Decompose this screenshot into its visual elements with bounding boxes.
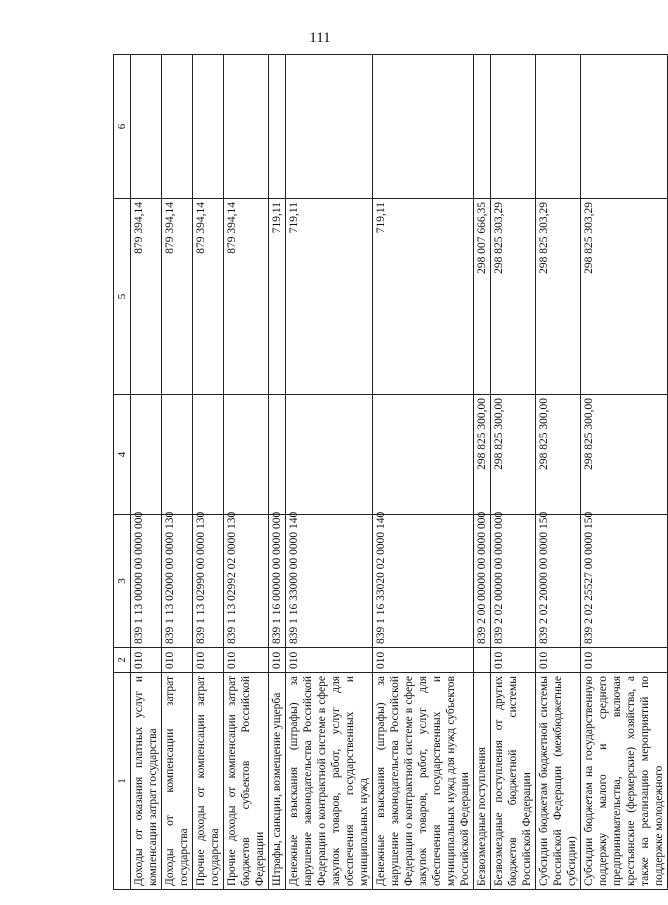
- row-exec-cell: 879 394,14: [162, 199, 193, 395]
- table-row: [286, 55, 373, 890]
- row-code-cell: 010: [373, 648, 474, 673]
- row-percent-cell: [224, 55, 269, 199]
- row-kbk-cell: 839 2 02 25527 00 0000 150: [581, 515, 668, 648]
- table-row: [474, 55, 491, 890]
- row-plan-cell: 298 825 300,00: [491, 395, 536, 515]
- row-percent-cell: [131, 55, 162, 199]
- row-exec-cell: 719,11: [286, 199, 373, 395]
- row-name-cell: Доходы от компенсации затрат государства: [162, 673, 193, 890]
- row-code-cell: 010: [269, 648, 286, 673]
- row-plan-cell: 298 825 300,00: [474, 395, 491, 515]
- row-percent-cell: [193, 55, 224, 199]
- table-row: [162, 55, 193, 890]
- row-plan-cell: [224, 395, 269, 515]
- row-exec-cell: 298 825 303,29: [536, 199, 581, 395]
- row-percent-cell: [373, 55, 474, 199]
- header-cell: 2: [114, 648, 131, 673]
- row-kbk-cell: 839 1 16 33020 02 0000 140: [373, 515, 474, 648]
- header-cell: 1: [114, 673, 131, 890]
- row-code-cell: 010: [193, 648, 224, 673]
- row-name-cell: Доходы от оказания платных услуг и компенсации затрат государства: [131, 673, 162, 890]
- table-row: [193, 55, 224, 890]
- table-row: [269, 55, 286, 890]
- row-name-cell: Безвозмездные поступления: [474, 673, 491, 890]
- row-kbk-cell: 839 1 16 00000 00 0000 000: [269, 515, 286, 648]
- row-exec-cell: 719,11: [269, 199, 286, 395]
- table-row: [536, 55, 581, 890]
- row-plan-cell: [193, 395, 224, 515]
- header-cell: 4: [114, 395, 131, 515]
- table-row: [491, 55, 536, 890]
- row-code-cell: [474, 648, 491, 673]
- row-exec-cell: 298 825 303,29: [581, 199, 668, 395]
- row-code-cell: 010: [491, 648, 536, 673]
- row-code-cell: 010: [162, 648, 193, 673]
- header-cell: 3: [114, 515, 131, 648]
- row-percent-cell: [474, 55, 491, 199]
- row-name-cell: Штрафы, санкции, возмещение ущерба: [269, 673, 286, 890]
- row-exec-cell: 298 007 666,35: [474, 199, 491, 395]
- row-name-cell: Денежные взыскания (штрафы) за нарушение законодательства Российской Федерации о контрактной системе в сфере закупок товаров, работ, услуг для обеспечения государственных и муниципальных нужд: [286, 673, 373, 890]
- row-code-cell: 010: [224, 648, 269, 673]
- row-kbk-cell: 839 2 02 00000 00 0000 000: [491, 515, 536, 648]
- table-row: [373, 55, 474, 890]
- row-code-cell: 010: [286, 648, 373, 673]
- row-name-cell: Субсидии бюджетам бюджетной системы Российской Федерации (межбюджетные субсидии): [536, 673, 581, 890]
- row-percent-cell: [162, 55, 193, 199]
- row-code-cell: 010: [536, 648, 581, 673]
- table-row: [224, 55, 269, 890]
- row-exec-cell: 879 394,14: [224, 199, 269, 395]
- row-percent-cell: [286, 55, 373, 199]
- row-percent-cell: [491, 55, 536, 199]
- row-name-cell: Прочие доходы от компенсации затрат государства: [193, 673, 224, 890]
- row-exec-cell: 719,11: [373, 199, 474, 395]
- row-name-cell: Безвозмездные поступления от других бюджетов бюджетной системы Российской Федерации: [491, 673, 536, 890]
- row-plan-cell: [269, 395, 286, 515]
- row-kbk-cell: 839 1 13 02992 02 0000 130: [224, 515, 269, 648]
- row-plan-cell: [131, 395, 162, 515]
- row-name-cell: Денежные взыскания (штрафы) за нарушение законодательства Российской Федерации о контрактной системе в сфере закупок товаров, работ, услуг для обеспечения государственных и муниципальных нужд для нужд субъектов Российской Федерации: [373, 673, 474, 890]
- table-row: [131, 55, 162, 890]
- row-code-cell: 010: [581, 648, 668, 673]
- row-plan-cell: [373, 395, 474, 515]
- rotated-table-container: [113, 55, 665, 890]
- row-kbk-cell: 839 1 13 00000 00 0000 000: [131, 515, 162, 648]
- row-code-cell: 010: [131, 648, 162, 673]
- row-percent-cell: [269, 55, 286, 199]
- row-kbk-cell: 839 1 13 02990 00 0000 130: [193, 515, 224, 648]
- row-kbk-cell: 839 1 13 02000 00 0000 130: [162, 515, 193, 648]
- row-kbk-cell: 839 2 00 00000 00 0000 000: [474, 515, 491, 648]
- row-plan-cell: [286, 395, 373, 515]
- row-exec-cell: 879 394,14: [131, 199, 162, 395]
- row-exec-cell: 879 394,14: [193, 199, 224, 395]
- header-cell: 5: [114, 199, 131, 395]
- row-name-cell: Субсидии бюджетам на государственную поддержку малого и среднего предпринимательства, включая крестьянские (фермерские) хозяйства, а также на реализацию мероприятий по поддержке молодежного: [581, 673, 668, 890]
- page-number: 111: [309, 30, 331, 46]
- header-cell: 6: [114, 55, 131, 199]
- table-header-row: [114, 55, 131, 890]
- row-kbk-cell: 839 1 16 33000 00 0000 140: [286, 515, 373, 648]
- row-plan-cell: [162, 395, 193, 515]
- row-plan-cell: 298 825 300,00: [581, 395, 668, 515]
- row-kbk-cell: 839 2 02 20000 00 0000 150: [536, 515, 581, 648]
- row-percent-cell: [536, 55, 581, 199]
- row-plan-cell: 298 825 300,00: [536, 395, 581, 515]
- revenue-table: [113, 54, 668, 890]
- row-name-cell: Прочие доходы от компенсации затрат бюджетов субъектов Российской Федерации: [224, 673, 269, 890]
- row-exec-cell: 298 825 303,29: [491, 199, 536, 395]
- table-row: [581, 55, 668, 890]
- row-percent-cell: [581, 55, 668, 199]
